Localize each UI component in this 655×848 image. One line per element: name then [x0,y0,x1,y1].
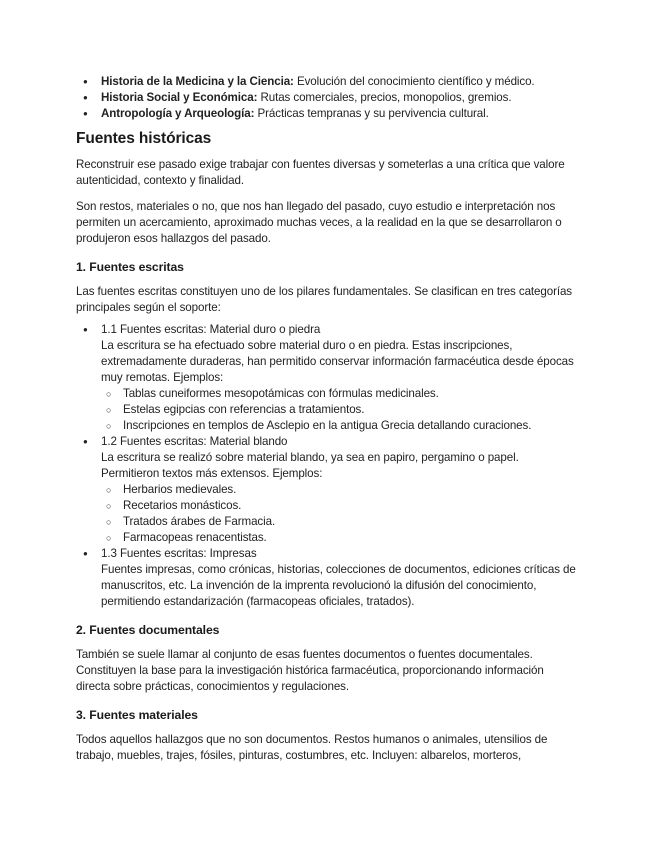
list-item: ○ Recetarios monásticos. [101,498,576,514]
examples-list [101,482,576,546]
list-item [76,106,576,122]
heading-fuentes-materiales: 3. Fuentes materiales [76,708,198,722]
list-item: ○ Inscripciones en templos de Asclepio en la antigua Grecia detallando curaciones. [101,418,576,434]
document-page [76,74,576,774]
list-item [76,546,576,610]
topic-text: Rutas comerciales, precios, monopolios, gremios. [257,91,512,104]
list-item: ○ Tablas cuneiformes mesopotámicas con fórmulas medicinales. [101,386,576,402]
topic-bold: Historia Social y Económica: [101,91,258,104]
list-item: ○ Farmacopeas renacentistas. [101,530,576,546]
list-item: ○ Tratados árabes de Farmacia. [101,514,576,530]
category-description: La escritura se ha efectuado sobre material duro o en piedra. Estas inscripciones, extremadamente duraderas, han permitido conservar información farmacéutica desde épocas muy remotas. Ejemplos: [101,339,574,384]
heading-fuentes-documentales: 2. Fuentes documentales [76,623,220,637]
heading-fuentes-escritas: 1. Fuentes escritas [76,260,184,274]
list-item [76,90,576,106]
topic-text: Prácticas tempranas y su pervivencia cultural. [254,107,489,120]
category-description: Fuentes impresas, como crónicas, historias, colecciones de documentos, ediciones críticas de manuscritos, etc. La invención de la imprenta revolucionó la difusión del conocimiento, permitiendo estandarización (farmacopeas oficiales, tratados). [101,563,576,608]
examples-list [101,386,576,434]
category-title: ● 1.3 Fuentes escritas: Impresas [101,547,257,560]
category-description: La escritura se realizó sobre material blando, ya sea en papiro, pergamino o papel. Permitieron textos más extensos. Ejemplos: [101,451,519,480]
intro-paragraph: Son restos, materiales o no, que nos han llegado del pasado, cuyo estudio e interpretación nos permiten un acercamiento, aproximado muchas veces, a la realidad en la que se desarrollaron o produjeron esos hallazgos del pasado. [76,200,562,245]
list-item [76,74,576,90]
category-title: ● 1.2 Fuentes escritas: Material blando [101,435,288,448]
list-item: ○ Estelas egipcias con referencias a tratamientos. [101,402,576,418]
list-item [76,434,576,546]
topics-list [76,74,576,122]
section-title: Fuentes históricas [76,130,212,147]
topic-bold: Historia de la Medicina y la Ciencia: [101,75,294,88]
list-item [76,322,576,434]
escritas-categories [76,322,576,610]
intro-paragraph: Reconstruir ese pasado exige trabajar con fuentes diversas y someterlas a una crítica que valore autenticidad, contexto y finalidad. [76,158,565,187]
list-item: ○ Herbarios medievales. [101,482,576,498]
materiales-text: Todos aquellos hallazgos que no son documentos. Restos humanos o animales, utensilios de trabajo, muebles, trajes, fósiles, pinturas, costumbres, etc. Incluyen: albarelos, morteros, [76,733,548,762]
documentales-text: También se suele llamar al conjunto de esas fuentes documentos o fuentes documentales. Constituyen la base para la investigación histórica farmacéutica, proporcionando información directa sobre prácticas, conocimientos y regulaciones. [76,648,544,693]
escritas-intro: Las fuentes escritas constituyen uno de los pilares fundamentales. Se clasifican en tres categorías principales según el soporte: [76,285,573,314]
category-title: ● 1.1 Fuentes escritas: Material duro o piedra [101,323,321,336]
topic-text: Evolución del conocimiento científico y médico. [293,75,535,88]
topic-bold: Antropología y Arqueología: [101,107,255,120]
